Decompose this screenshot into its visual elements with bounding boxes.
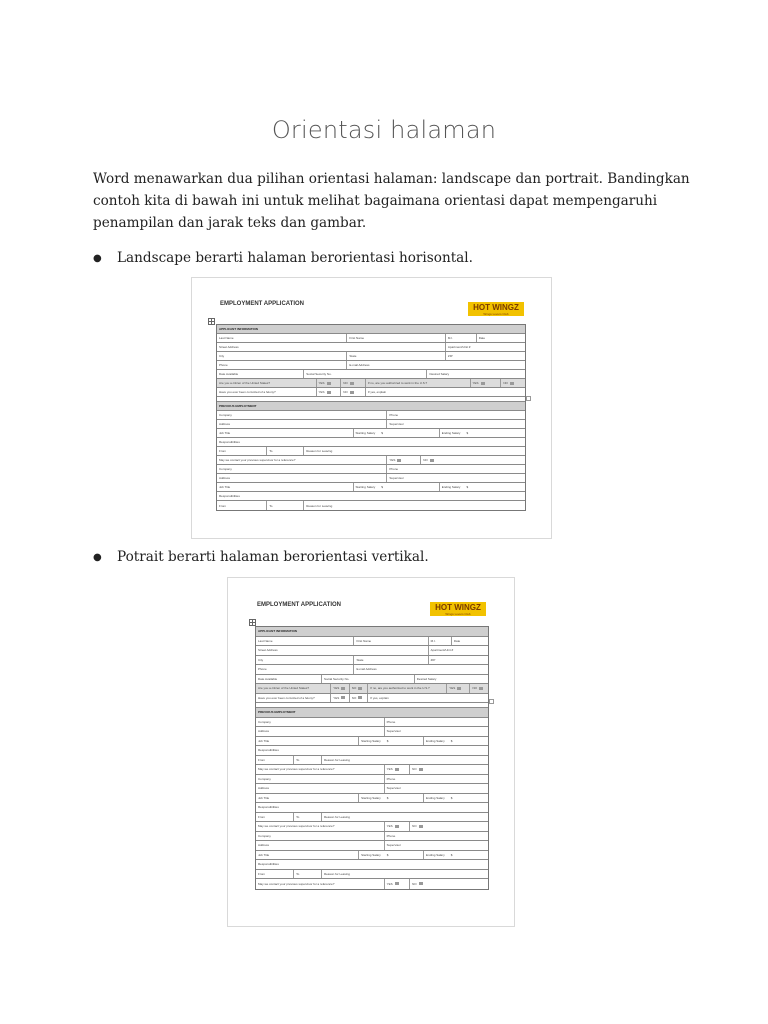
form-row [217,447,525,456]
form-row [217,388,525,397]
form-field-label: Address [258,729,270,734]
form-row [256,646,488,656]
bullet-text: Potrait berarti halaman berorientasi vertikal. [117,549,429,565]
form-field-label: APPLICANT INFORMATION [219,327,258,331]
form-field-label: Phone [384,775,396,784]
form-field-label: If yes, explain [367,694,388,703]
form-field-label: Supervisor [384,841,401,850]
form-field-label: Ending Salary $ [439,483,468,491]
form-section-header [256,627,488,637]
form-row [217,343,525,352]
checkbox-icon[interactable] [430,459,434,462]
form-field-label: Supervisor [384,727,401,736]
form-field-label: YES [330,684,345,693]
table-resize-handle-icon[interactable] [526,396,531,401]
form-section-header [217,402,525,411]
form-field-label: APPLICANT INFORMATION [258,629,297,634]
portrait-example-image [227,577,515,927]
form-field-label: Date [451,637,460,646]
form-field-label: State [353,656,363,665]
checkbox-icon[interactable] [350,382,354,385]
form-field-label: Ending Salary $ [423,851,452,860]
form-field-label: NO [469,684,483,693]
form-field-label: May we contact your previous supervisor for a reference? [258,767,335,772]
form-field-label: Social Security No. [303,370,331,378]
form-field-label: YES [446,684,461,693]
form-row [256,851,488,861]
hot-wingz-logo: HOT WINGZ Wings Lovers Club [430,602,486,616]
form-field-label: NO [349,684,363,693]
form-row [256,765,488,775]
form-field-label: YES [330,694,345,703]
form-row [217,429,525,438]
form-row [217,420,525,429]
checkbox-icon[interactable] [350,391,354,394]
form-field-label: Job Title [219,485,231,489]
form-field-label: Ending Salary $ [423,794,452,803]
form-field-label: From [258,871,265,876]
form-row [256,775,488,785]
form-field-label: YES [384,822,399,831]
form-field-label: May we contact your previous supervisor for a reference? [258,824,335,829]
form-field-label: Reason for Leaving [321,813,350,822]
form-field-label: To [293,870,299,879]
form-title: EMPLOYMENT APPLICATION [257,602,341,608]
form-field-label: Phone [219,363,228,367]
checkbox-icon[interactable] [419,825,423,828]
employment-form-portrait [255,626,489,890]
intro-paragraph: Word menawarkan dua pilihan orientasi halaman: landscape dan portrait. Bandingkan contoh kita di bawah ini untuk melihat bagaimana orientasi dapat mempengaruhi penampilan dan jarak teks dan gambar. [93,171,690,231]
form-field-label: YES [384,879,399,889]
form-row [217,492,525,501]
form-field-label: Responsibilities [258,805,279,810]
checkbox-icon[interactable] [457,687,461,690]
form-field-label: From [219,449,226,453]
form-field-label: ZIP [445,352,453,360]
form-title: EMPLOYMENT APPLICATION [220,301,304,307]
form-field-label: If no, are you authorized to work in the U.S.? [367,684,429,693]
checkbox-icon[interactable] [327,382,331,385]
checkbox-icon[interactable] [397,459,401,462]
form-field-label: Date Available [219,372,239,376]
form-field-label: Supervisor [386,474,403,482]
form-field-label: Job Title [258,738,270,743]
form-field-label: Have you ever been convicted of a felony? [258,695,315,700]
form-field-label: NO [349,694,363,703]
form-row [256,832,488,842]
form-field-label: Phone [386,465,398,473]
form-field-label: City [258,657,264,662]
form-field-label: Responsibilities [219,440,240,444]
form-field-label: Company [258,719,271,724]
form-row [256,665,488,675]
form-field-label: To [293,756,299,765]
form-field-label: Company [219,467,232,471]
form-field-label: Address [258,786,270,791]
checkbox-icon[interactable] [327,391,331,394]
form-field-label: NO [409,879,423,889]
checkbox-icon[interactable] [481,382,485,385]
form-field-label: Desired Salary [426,370,449,378]
form-field-label: Company [258,833,271,838]
form-field-label: First Name [353,637,371,646]
checkbox-icon[interactable] [419,882,423,885]
form-field-label: Company [219,413,232,417]
checkbox-icon[interactable] [395,825,399,828]
checkbox-icon[interactable] [395,768,399,771]
form-field-label: Address [258,843,270,848]
form-field-label: NO [340,379,354,387]
form-field-label: Phone [384,832,396,841]
form-field-label: Social Security No. [321,675,349,684]
form-field-label: Starting Salary $ [358,737,388,746]
form-field-label: Starting Salary $ [358,794,388,803]
form-field-label: Apartment/Unit # [428,646,454,655]
form-row [256,803,488,813]
form-field-label: M.I. [445,334,453,342]
form-field-label: To [266,447,272,455]
page-title: Orientasi halaman [271,116,497,144]
checkbox-icon[interactable] [358,687,362,690]
form-field-label: E-mail Address [346,361,369,369]
form-row [217,370,525,379]
form-field-label: YES [316,388,331,396]
form-field-label: Last Name [219,336,234,340]
form-field-label: NO [500,379,514,387]
form-field-label: Responsibilities [219,494,240,498]
form-section-header [256,708,488,718]
form-row [217,438,525,447]
form-field-label: Are you a citizen of the United States? [258,686,310,691]
form-field-label: City [219,354,225,358]
form-row [217,334,525,343]
form-row [217,352,525,361]
form-field-label: YES [384,765,399,774]
form-field-label: PREVIOUS EMPLOYMENT [219,404,257,408]
form-row [256,718,488,728]
form-field-label: Street Address [258,648,278,653]
form-field-label: Last Name [258,638,273,643]
form-field-label: Starting Salary $ [353,483,383,491]
form-field-label: NO [420,456,434,464]
form-field-label: From [258,757,265,762]
form-field-label: Supervisor [386,420,403,428]
form-field-label: Date Available [258,676,278,681]
form-field-label: To [266,501,272,510]
form-row [256,784,488,794]
form-row [217,411,525,420]
form-field-label: NO [409,765,423,774]
checkbox-icon[interactable] [341,696,345,699]
form-row [256,684,488,694]
form-row [256,841,488,851]
form-field-label: NO [409,822,423,831]
hot-wingz-logo: HOT WINGZ Wings Lovers Club [468,302,524,316]
form-field-label: Starting Salary $ [358,851,388,860]
employment-form-landscape [216,324,526,511]
form-field-label: Company [258,776,271,781]
table-move-handle-icon[interactable] [249,619,256,626]
form-field-label: First Name [346,334,364,342]
form-field-label: Date [476,334,485,342]
form-row [217,501,525,510]
form-field-label: ZIP [428,656,436,665]
form-row [256,822,488,832]
form-row [256,637,488,647]
form-row [256,756,488,766]
table-move-handle-icon[interactable] [208,318,215,325]
landscape-example-image [191,277,552,539]
bullet-icon: ● [93,552,102,563]
form-row [217,456,525,465]
form-row [256,656,488,666]
form-field-label: Reason for Leaving [303,447,332,455]
form-field-label: Ending Salary $ [439,429,468,437]
form-row [256,727,488,737]
checkbox-icon[interactable] [341,687,345,690]
form-field-label: M.I. [428,637,436,646]
checkbox-icon[interactable] [479,687,483,690]
form-field-label: Address [219,476,231,480]
form-field-label: Job Title [219,431,231,435]
checkbox-icon[interactable] [419,768,423,771]
form-row [256,737,488,747]
form-row [217,379,525,388]
form-field-label: Job Title [258,795,270,800]
form-field-label: Job Title [258,852,270,857]
form-field-label: Phone [384,718,396,727]
form-row [256,746,488,756]
form-row [256,860,488,870]
form-row [256,794,488,804]
form-field-label: Address [219,422,231,426]
form-field-label: YES [316,379,331,387]
form-field-label: State [346,352,356,360]
form-field-label: From [258,814,265,819]
form-section-header [217,325,525,334]
form-field-label: E-mail Address [353,665,376,674]
bullet-portrait [93,549,429,565]
form-field-label: NO [340,388,354,396]
form-row [217,474,525,483]
form-field-label: Have you ever been convicted of a felony? [219,390,276,394]
form-field-label: YES [386,456,401,464]
form-row [217,361,525,370]
checkbox-icon[interactable] [358,696,362,699]
form-field-label: May we contact your previous supervisor for a reference? [258,881,335,886]
form-field-label: Reason for Leaving [321,756,350,765]
table-resize-handle-icon[interactable] [489,699,494,704]
bullet-text: Landscape berarti halaman berorientasi horisontal. [117,250,473,266]
form-row [256,675,488,685]
form-row [217,465,525,474]
form-field-label: Starting Salary $ [353,429,383,437]
form-field-label: To [293,813,299,822]
form-field-label: If yes, explain [365,388,386,396]
form-field-label: May we contact your previous supervisor for a reference? [219,458,296,462]
form-field-label: Responsibilities [258,862,279,867]
form-row [256,870,488,880]
form-field-label: Ending Salary $ [423,737,452,746]
form-field-label: Street Address [219,345,239,349]
form-row [217,483,525,492]
form-row [256,813,488,823]
form-field-label: PREVIOUS EMPLOYMENT [258,710,296,715]
form-field-label: From [219,503,226,508]
form-field-label: Are you a citizen of the United States? [219,381,271,385]
form-field-label: Desired Salary [414,675,437,684]
checkbox-icon[interactable] [510,382,514,385]
form-field-label: If no, are you authorized to work in the U.S.? [365,379,427,387]
bullet-landscape [93,250,473,266]
form-row [256,879,488,889]
form-field-label: Phone [258,667,267,672]
form-field-label: Reason for Leaving [303,501,332,510]
form-field-label: Reason for Leaving [321,870,350,879]
form-field-label: Supervisor [384,784,401,793]
form-field-label: YES [470,379,485,387]
form-field-label: Apartment/Unit # [445,343,471,351]
form-row [256,694,488,704]
form-field-label: Responsibilities [258,748,279,753]
bullet-icon: ● [93,253,102,264]
form-field-label: Phone [386,411,398,419]
checkbox-icon[interactable] [395,882,399,885]
